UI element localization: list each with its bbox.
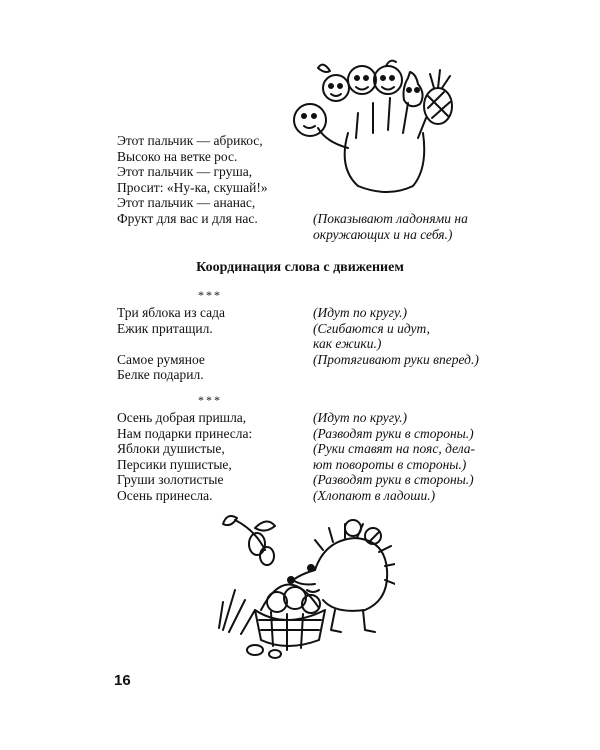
stage-direction: (Протягивают руки вперед.) [313, 351, 479, 367]
poem-line: Осень принесла. [117, 487, 213, 503]
poem-line: Самое румяное [117, 351, 205, 367]
poem-line: Осень добрая пришла, [117, 410, 247, 425]
poem-3-notes [313, 410, 475, 504]
poem-1 [117, 133, 268, 227]
stars-separator: *** [198, 288, 222, 302]
stage-direction: (Сгибаются и идут, [313, 320, 430, 336]
stage-direction: окружающих и на себя.) [313, 226, 453, 242]
poem-line: Этот пальчик — груша, [117, 164, 253, 180]
stage-direction: (Идут по кругу.) [313, 305, 408, 320]
poem-1-note [313, 211, 468, 242]
stage-direction: (Хлопают в ладоши.) [313, 487, 436, 503]
poem-line: Просит: «Ну-ка, скушай!» [117, 179, 268, 195]
stage-direction: (Разводят руки в стороны.) [313, 472, 474, 488]
stars-separator: *** [198, 393, 222, 407]
stage-direction: как ежики.) [313, 336, 382, 352]
poem-line: Высоко на ветке рос. [117, 148, 238, 164]
fruit-finger-puppets-illustration [278, 58, 498, 198]
poem-line [117, 336, 225, 352]
poem-line: Этот пальчик — ананас, [117, 195, 256, 211]
poem-line: Нам подарки принесла: [117, 425, 253, 441]
stage-direction: (Руки ставят на пояс, дела- [313, 441, 476, 457]
poem-line: Этот пальчик — абрикос, [117, 133, 263, 148]
poem-line: Белке подарил. [117, 367, 204, 383]
poem-line: Груши золотистые [117, 472, 224, 488]
poem-2-notes [313, 305, 479, 367]
poem-line: Ежик притащил. [117, 320, 213, 336]
hedgehog-basket-illustration [215, 510, 395, 660]
section-title: Координация слова с движением [196, 260, 404, 275]
poem-3 [117, 410, 252, 504]
poem-2 [117, 305, 225, 383]
poem-line: Фрукт для вас и для нас. [117, 210, 258, 226]
stage-direction: ют повороты в стороны.) [313, 456, 467, 472]
poem-line: Три яблока из сада [117, 305, 225, 320]
stage-direction: (Разводят руки в стороны.) [313, 425, 474, 441]
poem-line: Яблоки душистые, [117, 441, 225, 457]
stage-direction: (Идут по кругу.) [313, 410, 408, 425]
page-number: 16 [114, 672, 131, 689]
poem-line: Персики пушистые, [117, 456, 232, 472]
stage-direction: (Показывают ладонями на [313, 211, 468, 226]
